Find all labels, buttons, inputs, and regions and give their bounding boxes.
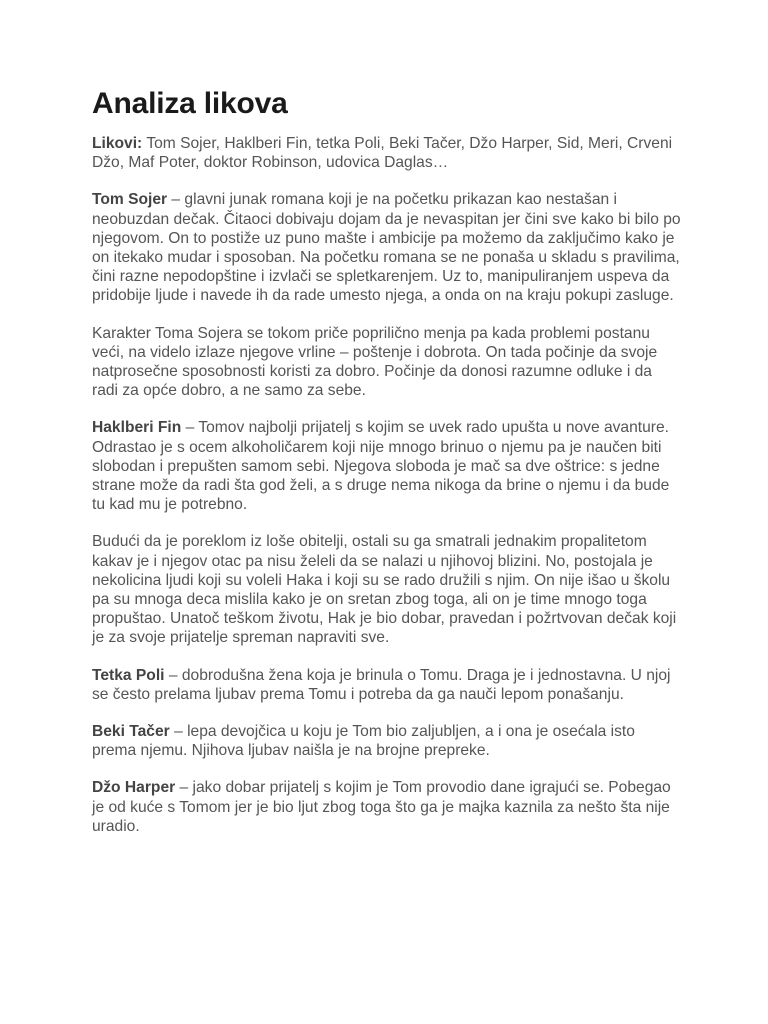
paragraph-term: Tetka Poli	[92, 666, 165, 684]
paragraph-term: Beki Tačer	[92, 723, 170, 741]
paragraph-text: Tom Sojer, Haklberi Fin, tetka Poli, Beki Tačer, Džo Harper, Sid, Meri, Crveni Džo, Maf Poter, doktor Robinson, udovica Daglas…	[92, 135, 673, 172]
paragraph-term: Haklberi Fin	[92, 419, 182, 437]
paragraph-text: – lepa devojčica u koju je Tom bio zaljubljen, a i ona je osećala isto prema njemu. Njihova ljubav naišla je na brojne prepreke.	[92, 723, 635, 760]
document-title: Analiza likova	[92, 87, 288, 120]
paragraph-term: Tom Sojer	[92, 191, 168, 209]
paragraph-haklberi-fin	[92, 418, 682, 514]
paragraph-text: – dobrodušna žena koja je brinula o Tomu. Draga je i jednostavna. U njoj se često prelama ljubav prema Tomu i potreba da ga nauči lepom ponašanju.	[92, 666, 671, 703]
paragraph-characters-list	[92, 134, 682, 172]
paragraph-beki-tacer	[92, 722, 682, 760]
paragraph-tom-character	[92, 324, 682, 401]
paragraph-text: – glavni junak romana koji je na početku prikazan kao nestašan i neobuzdan dečak. Čitaoci dobivaju dojam da je nevaspitan jer čini sve kako bi bilo po njegovom. On to postiže uz puno mašte i ambicije pa možemo da zaključimo kako je on itekako mudar i sposoban. Na početku romana se ne ponaša u skladu s pravilima, čini razne nepodopštine i izvlači se spletkarenjem. Uz to, manipuliranjem uspeva da pridobije ljude i navede ih da rade umesto njega, a onda on na kraju pokupi zasluge.	[92, 191, 681, 305]
document-page	[92, 86, 682, 854]
paragraph-text: – Tomov najbolji prijatelj s kojim se uvek rado upušta u nove avanture. Odrastao je s ocem alkoholičarem koji nije mnogo brinuo o njemu pa je naučen biti slobodan i prepušten samom sebi. Njegova sloboda je mač sa dve oštrice: s jedne strane može da radi šta god želi, a s druge nema nikoga da brine o njemu i da bude tu kad mu je potrebno.	[92, 419, 670, 514]
paragraph-term: Džo Harper	[92, 779, 176, 797]
paragraph-term: Likovi:	[92, 135, 143, 152]
paragraph-hak-background	[92, 532, 682, 647]
paragraph-text: Karakter Toma Sojera se tokom priče poprilično menja pa kada problemi postanu veći, na videlo izlaze njegove vrline – poštenje i dobrota. On tada počinje da svoje natprosečne sposobnosti koristi za dobro. Počinje da donosi razumne odluke i da radi za opće dobro, a ne samo za sebe.	[92, 324, 658, 400]
paragraph-tom-sojer	[92, 190, 682, 305]
paragraph-dzo-harper	[92, 778, 682, 836]
paragraph-text: – jako dobar prijatelj s kojim je Tom provodio dane igrajući se. Pobegao je od kuće s Tomom jer je bio ljut zbog toga što ga je majka kaznila za nešto šta nije uradio.	[92, 779, 671, 835]
paragraph-tetka-poli	[92, 666, 682, 704]
paragraph-text: Budući da je poreklom iz loše obitelji, ostali su ga smatrali jednakim propalitetom kakav je i njegov otac pa nisu želeli da se nalazi u njihovoj blizini. No, postojala je nekolicina ljudi koji su voleli Haka i koji su se rado družili s njim. On nije išao u školu pa su mnoga deca mislila kako je on sretan zbog toga, ali on je time mnogo toga propuštao. Unatoč teškom životu, Hak je bio dobar, pravedan i požrtvovan dečak koji je za svoje prijatelje spreman napraviti sve.	[92, 533, 677, 647]
